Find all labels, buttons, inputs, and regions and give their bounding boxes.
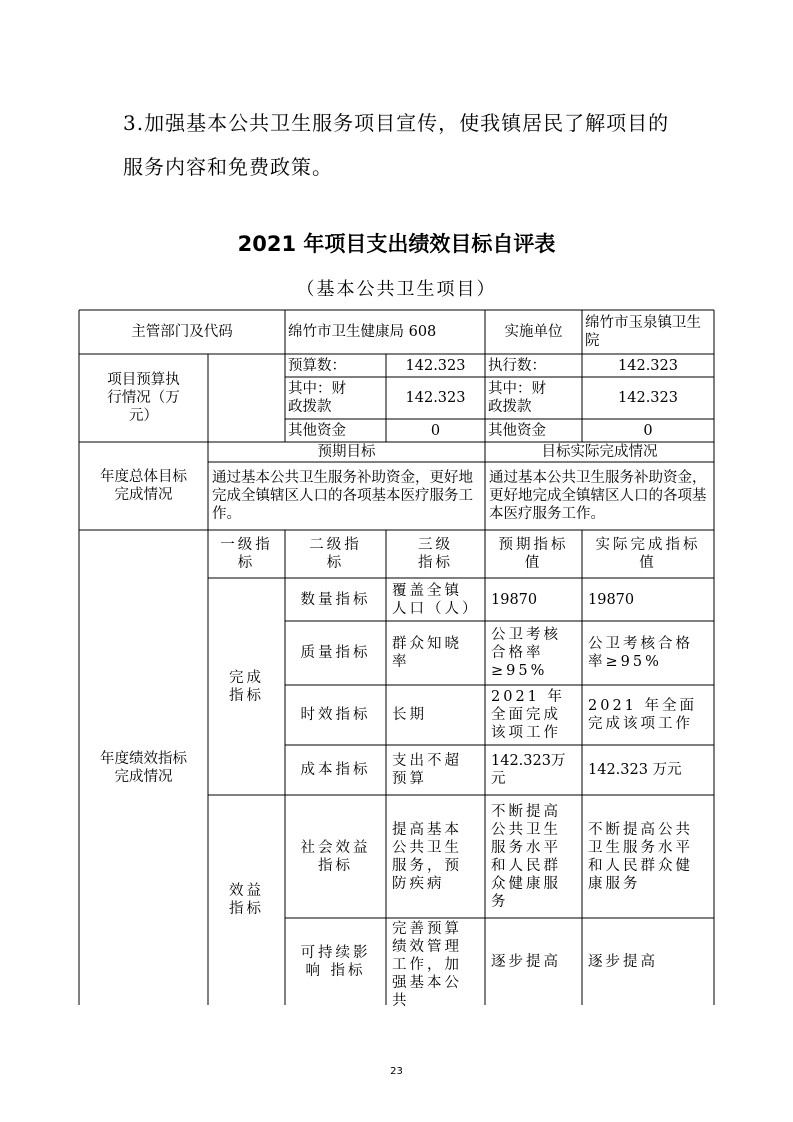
fiscal-exec-value: 142.323 (618, 390, 678, 406)
actual-header: 目标实际完成情况 (541, 444, 658, 460)
table-row-expected: 19870 (491, 591, 538, 608)
table-row-level3: 覆盖全镇人口（人） (392, 582, 480, 617)
fiscal-budget-label: 其中：财政拨款 (288, 381, 346, 415)
fiscal-exec-label: 其中：财政拨款 (488, 381, 546, 415)
group-benefit: 效益指标 (229, 883, 264, 917)
col-header-level1: 一级指标 (220, 537, 273, 571)
table-row-level2: 质量指标 (300, 645, 371, 661)
other-exec-label: 其他资金 (488, 422, 546, 439)
page-number: 23 (390, 1066, 403, 1077)
exec-amount-label: 执行数： (488, 357, 546, 374)
budget-amount-value: 142.323 (405, 357, 466, 374)
table-row-expected: 2021 年全面完成该项工作 (491, 689, 566, 741)
planned-header: 预期目标 (317, 444, 376, 460)
table-row-actual: 公卫考核合格率≥95% (588, 636, 693, 670)
exec-amount-value: 142.323 (618, 357, 678, 374)
table-row-level2: 成本指标 (300, 762, 371, 778)
dept-label: 主管部门及代码 (131, 324, 233, 340)
actual-text: 通过基本公共卫生服务补助资金，更好地完成全镇辖区人口的各项基本医疗服务工作。 (489, 470, 707, 522)
table-row-level2: 时效指标 (300, 707, 371, 723)
table-row-level2: 可持续影响 指标 (300, 944, 371, 979)
overall-label: 年度总体目标完成情况 (100, 469, 187, 503)
table-row-expected: 142.323万元 (491, 753, 566, 787)
table-row-level3: 支出不超预算 (392, 753, 462, 787)
indicators-label: 年度绩效指标完成情况 (100, 750, 187, 785)
impl-value: 绵竹市玉泉镇卫生院 (585, 315, 701, 349)
table-row-expected: 不断提高公共卫生服务水平和人民群众健康服务 (491, 803, 561, 910)
table-row-actual: 19870 (588, 591, 635, 608)
table-row-level3: 群众知晓率 (392, 636, 462, 670)
page-subtitle: （基本公共卫生项目） (296, 279, 497, 300)
other-exec-value: 0 (643, 422, 653, 439)
body-paragraph: 3.加强基本公共卫生服务项目宣传，使我镇居民了解项目的服务内容和免费政策。 (123, 111, 670, 179)
table-row-level2: 社会效益指标 (300, 839, 371, 874)
table-row-expected: 逐步提高 (491, 953, 561, 970)
planned-text: 通过基本公共卫生服务补助资金，更好地完成全镇辖区人口的各项基本医疗服务工作。 (212, 470, 473, 522)
table-row-level3: 完善预算绩效管理工作，加强基本公共 (392, 921, 462, 1009)
other-budget-value: 0 (430, 422, 441, 439)
dept-value: 绵竹市卫生健康局 608 (288, 324, 437, 340)
table-row-actual: 不断提高公共卫生服务水平和人民群众健康服务 (588, 821, 693, 892)
table-row-level3: 长期 (392, 707, 427, 723)
fiscal-budget-value: 142.323 (405, 390, 466, 406)
col-header-expected: 预期指标值 (498, 537, 569, 571)
table-row-actual: 逐步提高 (588, 953, 658, 970)
table-row-actual: 142.323 万元 (588, 762, 682, 778)
table-row-actual: 2021 年全面完成该项工作 (588, 698, 698, 732)
table-row-expected: 公卫考核合格率≥95% (491, 627, 561, 679)
budget-amount-label: 预算数： (288, 357, 346, 374)
group-completion: 完成指标 (229, 669, 264, 704)
col-header-level3: 三级指标 (418, 537, 453, 571)
other-budget-label: 其他资金 (288, 422, 346, 439)
budget-label: 项目预算执行情况（万元） (107, 372, 180, 424)
col-header-actual: 实际完成指标值 (595, 537, 701, 571)
table-row-level3: 提高基本公共卫生服务，预防疾病 (392, 821, 462, 892)
col-header-level2: 二级指标 (309, 537, 362, 571)
impl-label: 实施单位 (504, 324, 563, 340)
table-row-level2: 数量指标 (300, 591, 371, 608)
page-title: 2021 年项目支出绩效目标自评表 (237, 232, 556, 256)
